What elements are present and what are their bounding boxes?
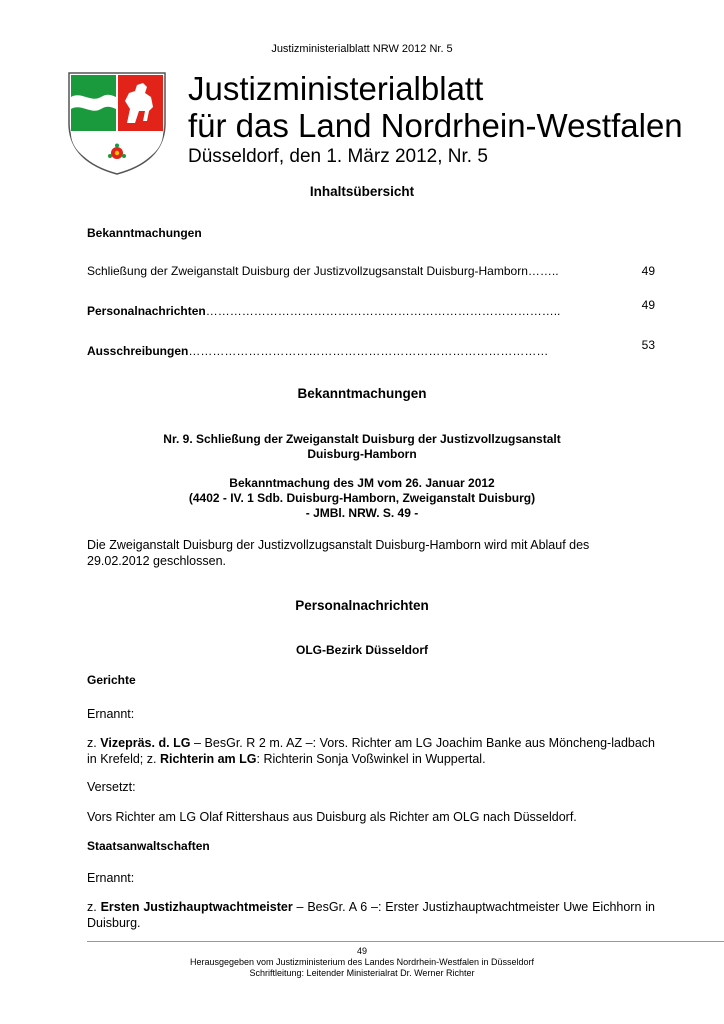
text-run: z. [87,900,101,914]
notice-reference-line3: - JMBl. NRW. S. 49 - [305,506,419,520]
toc-entry-page: 53 [641,338,655,352]
transfer-entry: Vors Richter am LG Olaf Rittershaus aus Duisburg als Richter am OLG nach Düsseldorf. [87,810,577,824]
transferred-label: Versetzt: [87,780,136,794]
toc-entry-page: 49 [641,264,655,278]
issue-date: Düsseldorf, den 1. März 2012, Nr. 5 [188,146,488,167]
notice-body: Die Zweiganstalt Duisburg der Justizvollzugsanstalt Duisburg-Hamborn wird mit Ablauf des 29.02.2012 geschlossen. [87,538,590,568]
text-run: – BesGr. A 6 –: Erster Justizhauptwachtmeister Uwe Eichhorn in Duisburg. [87,900,655,930]
rank-label: Vizepräs. d. LG [100,736,191,750]
text-run: : Richterin Sonja Voßwinkel in Wuppertal. [256,752,486,766]
toc-section-label: Bekanntmachungen [87,226,202,240]
page-number: 49 [356,946,367,956]
toc-entry-text: Schließung der Zweiganstalt Duisburg der Justizvollzugsanstalt Duisburg-Hamborn…….. [87,264,559,278]
toc-dots: ……………………………………………………………………………… [188,344,549,358]
footer-editor: Schriftleitung: Leitender Ministerialrat Dr. Werner Richter [249,968,475,978]
appointed-label: Ernannt: [87,707,135,721]
section-heading-bekanntmachungen: Bekanntmachungen [297,386,427,401]
publication-title: Justizministerialblatt [188,70,484,107]
text-run: z. [87,736,101,750]
toc-entry-label: Personalnachrichten [87,304,206,318]
toc-entry[interactable] [87,304,617,318]
courts-label: Gerichte [87,673,136,687]
toc-entry[interactable] [87,344,617,358]
toc-entry-label: Ausschreibungen [87,344,189,358]
toc-entry[interactable] [87,264,655,278]
toc-heading: Inhaltsübersicht [309,184,415,199]
nrw-coat-of-arms-icon [67,71,167,176]
publication-title-line2: für das Land Nordrhein-Westfalen [188,107,683,144]
appointment-entry [87,899,655,931]
notice-title: Nr. 9. Schließung der Zweiganstalt Duisburg der Justizvollzugsanstalt [163,432,561,446]
footer-publisher: Herausgegeben vom Justizministerium des Landes Nordrhein-Westfalen in Düsseldorf [190,957,534,967]
running-head: Justizministerialblatt NRW 2012 Nr. 5 [271,43,453,55]
appointment-entry [87,735,655,767]
rank-label: Richterin am LG [159,752,257,766]
prosecution-label: Staatsanwaltschaften [87,839,210,853]
section-heading-personalnachrichten: Personalnachrichten [295,598,429,613]
text-run: – BesGr. R 2 m. AZ –: Vors. Richter am LG Joachim Banke aus Möncheng-ladbach in Krefeld; z. [87,736,656,766]
toc-dots: …………………………………………………………………………….. [205,304,561,318]
notice-title-line2: Duisburg-Hamborn [307,447,417,461]
toc-entry-page: 49 [641,298,655,312]
rank-label: Ersten Justizhauptwachtmeister [100,900,293,914]
district-heading: OLG-Bezirk Düsseldorf [295,643,429,657]
footer-divider [87,941,724,942]
appointed-label: Ernannt: [87,871,135,885]
notice-reference: Bekanntmachung des JM vom 26. Januar 2012 [229,476,495,490]
notice-reference-line2: (4402 - IV. 1 Sdb. Duisburg-Hamborn, Zweiganstalt Duisburg) [188,491,536,505]
